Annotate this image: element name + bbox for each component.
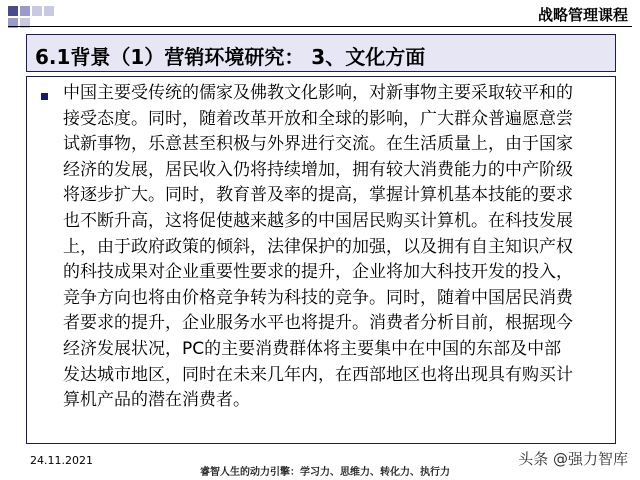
decoration-square-light [32, 6, 42, 16]
bullet-icon [41, 93, 48, 100]
paragraph-line: 将逐步扩大。同时，教育普及率的提高，掌握计算机基本技能的要求 [63, 185, 573, 206]
decoration-square-mid [20, 6, 30, 16]
content-paragraph [63, 81, 603, 414]
paragraph-line: 上，由于政府政策的倾斜，法律保护的加强，以及拥有自主知识产权 [63, 236, 573, 257]
header-divider [8, 26, 632, 27]
slide-title-box [26, 34, 616, 72]
paragraph-line: 试新事物，乐意甚至积极与外界进行交流。在生活质量上，由于国家 [63, 134, 573, 155]
paragraph-line: 者要求的提升，企业服务水平也将提升。消费者分析目前，根据现今 [63, 313, 573, 334]
decoration-square-light-2 [44, 6, 54, 16]
paragraph-line: 的科技成果对企业重要性要求的提升，企业将加大科技开发的投入， [63, 262, 573, 283]
paragraph-line: 中国主要受传统的儒家及佛教文化影响，对新事物主要采取较平和的 [63, 83, 573, 103]
paragraph-line: 经济发展状况，PC的主要消费群体将主要集中在中国的东部及中部 [63, 338, 562, 359]
course-title: 战略管理课程 [537, 6, 628, 24]
watermark: 头条 @强力智库 [518, 450, 628, 468]
paragraph-line: 算机产品的潜在消费者。 [63, 390, 250, 411]
footer-date: 24.11.2021 [30, 454, 93, 467]
paragraph-line: 也不断升高，这将促使越来越多的中国居民购买计算机。在科技发展 [63, 210, 573, 231]
paragraph-line: 经济的发展，居民收入仍将持续增加，拥有较大消费能力的中产阶级 [63, 159, 573, 180]
decoration-square-dark [8, 6, 18, 16]
content-box [26, 76, 616, 444]
paragraph-line: 接受态度。同时，随着改革开放和全球的影响，广大群众普遍愿意尝 [63, 108, 573, 129]
slide-title: 6.1背景（1）营销环境研究： 3、文化方面 [35, 45, 426, 69]
paragraph-line: 发达城市地区，同时在未来几年内，在西部地区也将出现具有购买计 [63, 364, 573, 385]
footer-slogan: 睿智人生的动力引擎：学习力、思维力、转化力、执行力 [200, 467, 450, 478]
paragraph-line: 竞争方向也将由价格竞争转为科技的竞争。同时，随着中国居民消费 [63, 287, 573, 308]
